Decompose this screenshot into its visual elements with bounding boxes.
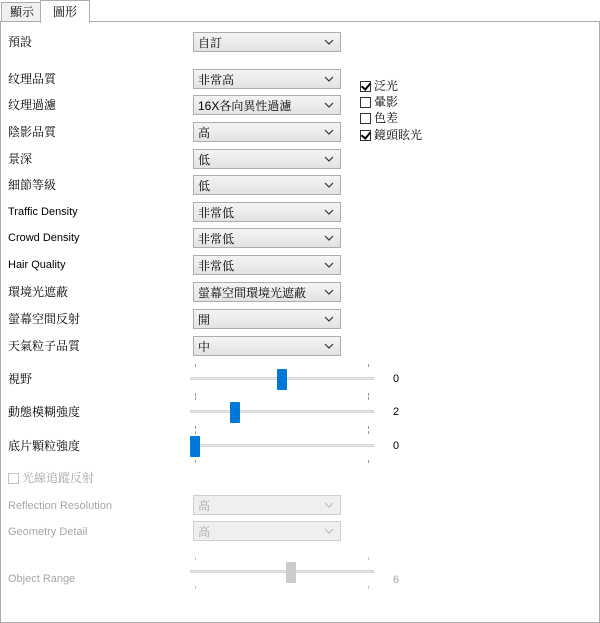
slider-track[interactable] (190, 444, 374, 447)
screen-space-reflections-select[interactable] (193, 309, 341, 329)
slider-tick (195, 397, 196, 400)
shadow-quality-select[interactable] (193, 122, 341, 142)
chevron-down-icon (324, 129, 334, 135)
chevron-down-icon (324, 209, 334, 215)
geometry-detail-select[interactable] (193, 521, 341, 541)
hair-quality-select[interactable] (193, 255, 341, 275)
depth-of-field-value: 低 (198, 153, 211, 167)
vignette-check-box[interactable] (360, 97, 371, 108)
slider-tick (368, 557, 369, 560)
crowd-density-select[interactable] (193, 228, 341, 248)
bloom-label: 泛光 (374, 79, 399, 93)
chromatic-aberration-check-box[interactable] (360, 113, 371, 124)
lens-flare-check-box[interactable] (360, 130, 371, 141)
slider-track[interactable] (190, 410, 374, 413)
reflection-resolution-label: Reflection Resolution (8, 500, 112, 512)
chevron-down-icon (324, 289, 334, 295)
chevron-down-icon (324, 76, 334, 82)
film-grain-label: 底片顆粒強度 (8, 439, 81, 453)
depth-of-field-label: 景深 (8, 152, 33, 166)
preset-value: 自訂 (198, 36, 223, 50)
chevron-down-icon (324, 39, 334, 45)
motion-blur-label: 動態模糊強度 (8, 405, 81, 419)
geometry-detail-value: 高 (198, 525, 211, 539)
shadow-quality-label: 陰影品質 (8, 125, 57, 139)
slider-tick (195, 393, 196, 396)
geometry-detail-label: Geometry Detail (8, 526, 88, 538)
chevron-down-icon (324, 502, 334, 508)
preset-label: 預設 (8, 35, 33, 49)
chromatic-aberration-label: 色差 (374, 111, 399, 125)
film-grain-slider[interactable] (190, 434, 374, 458)
lens-flare-label: 鏡頭眩光 (374, 128, 423, 142)
ambient-occlusion-select[interactable] (193, 282, 341, 302)
vignette-checkbox[interactable] (360, 95, 398, 110)
object-range-slider[interactable] (190, 560, 374, 584)
slider-tick (368, 393, 369, 396)
traffic-density-label: Traffic Density (8, 206, 78, 218)
screen-space-reflections-value: 開 (198, 313, 211, 327)
screen-space-reflections-label: 螢幕空間反射 (8, 312, 81, 326)
slider-tick (368, 460, 369, 463)
chevron-down-icon (324, 343, 334, 349)
chromatic-aberration-checkbox[interactable] (360, 111, 398, 126)
slider-tick (195, 426, 196, 429)
chevron-down-icon (324, 102, 334, 108)
slider-thumb[interactable] (190, 436, 200, 457)
traffic-density-select[interactable] (193, 202, 341, 222)
chevron-down-icon (324, 235, 334, 241)
hair-quality-label: Hair Quality (8, 259, 66, 271)
slider-thumb[interactable] (277, 369, 287, 390)
slider-tick (195, 460, 196, 463)
slider-tick (368, 586, 369, 589)
weather-particle-quality-select[interactable] (193, 336, 341, 356)
chevron-down-icon (324, 262, 334, 268)
raytracing-reflections-checkbox[interactable] (8, 471, 94, 486)
weather-particle-quality-label: 天氣粒子品質 (8, 339, 81, 353)
bloom-check-box[interactable] (360, 81, 371, 92)
hair-quality-value: 非常低 (198, 259, 235, 273)
fov-slider[interactable] (190, 367, 374, 391)
chevron-down-icon (324, 316, 334, 322)
chevron-down-icon (324, 156, 334, 162)
slider-thumb[interactable] (286, 562, 296, 583)
texture-filtering-select[interactable] (193, 95, 341, 115)
depth-of-field-select[interactable] (193, 149, 341, 169)
shadow-quality-value: 高 (198, 126, 211, 140)
texture-quality-label: 纹理品質 (8, 72, 57, 86)
preset-select[interactable] (193, 32, 341, 52)
slider-tick (368, 397, 369, 400)
film-grain-value: 0 (393, 440, 400, 452)
vignette-label: 暈影 (374, 95, 399, 109)
crowd-density-value: 非常低 (198, 232, 235, 246)
level-of-detail-select[interactable] (193, 175, 341, 195)
level-of-detail-label: 細節等級 (8, 178, 57, 192)
object-range-value: 6 (393, 574, 400, 586)
reflection-resolution-select[interactable] (193, 495, 341, 515)
chevron-down-icon (324, 182, 334, 188)
texture-filtering-value: 16X各向異性過濾 (198, 99, 292, 113)
tab-display[interactable]: 顯示 (1, 2, 43, 22)
weather-particle-quality-value: 中 (198, 340, 211, 354)
slider-thumb[interactable] (230, 402, 240, 423)
raytracing-label: 光線追蹤反射 (22, 471, 95, 485)
fov-label: 視野 (8, 372, 33, 386)
reflection-resolution-value: 高 (198, 499, 211, 513)
tab-graphics[interactable]: 圖形 (40, 0, 90, 23)
level-of-detail-value: 低 (198, 179, 211, 193)
motion-blur-slider[interactable] (190, 400, 374, 424)
bloom-checkbox[interactable] (360, 79, 398, 94)
ambient-occlusion-value: 螢幕空間環境光遮蔽 (198, 286, 307, 300)
slider-track[interactable] (190, 570, 374, 573)
motion-blur-value: 2 (393, 406, 400, 418)
slider-tick (368, 426, 369, 429)
texture-quality-value: 非常高 (198, 73, 235, 87)
raytracing-check-box[interactable] (8, 473, 19, 484)
ambient-occlusion-label: 環境光遮蔽 (8, 285, 69, 299)
crowd-density-label: Crowd Density (8, 232, 80, 244)
texture-filtering-label: 纹理過濾 (8, 98, 57, 112)
slider-tick (195, 431, 196, 434)
slider-tick (195, 364, 196, 367)
tab-bar (0, 0, 600, 22)
traffic-density-value: 非常低 (198, 206, 235, 220)
slider-tick (368, 431, 369, 434)
lens-flare-checkbox[interactable] (360, 128, 422, 143)
object-range-label: Object Range (8, 573, 76, 585)
chevron-down-icon (324, 528, 334, 534)
slider-tick (195, 586, 196, 589)
slider-tick (368, 364, 369, 367)
fov-value: 0 (393, 373, 400, 385)
texture-quality-select[interactable] (193, 69, 341, 89)
slider-tick (195, 557, 196, 560)
